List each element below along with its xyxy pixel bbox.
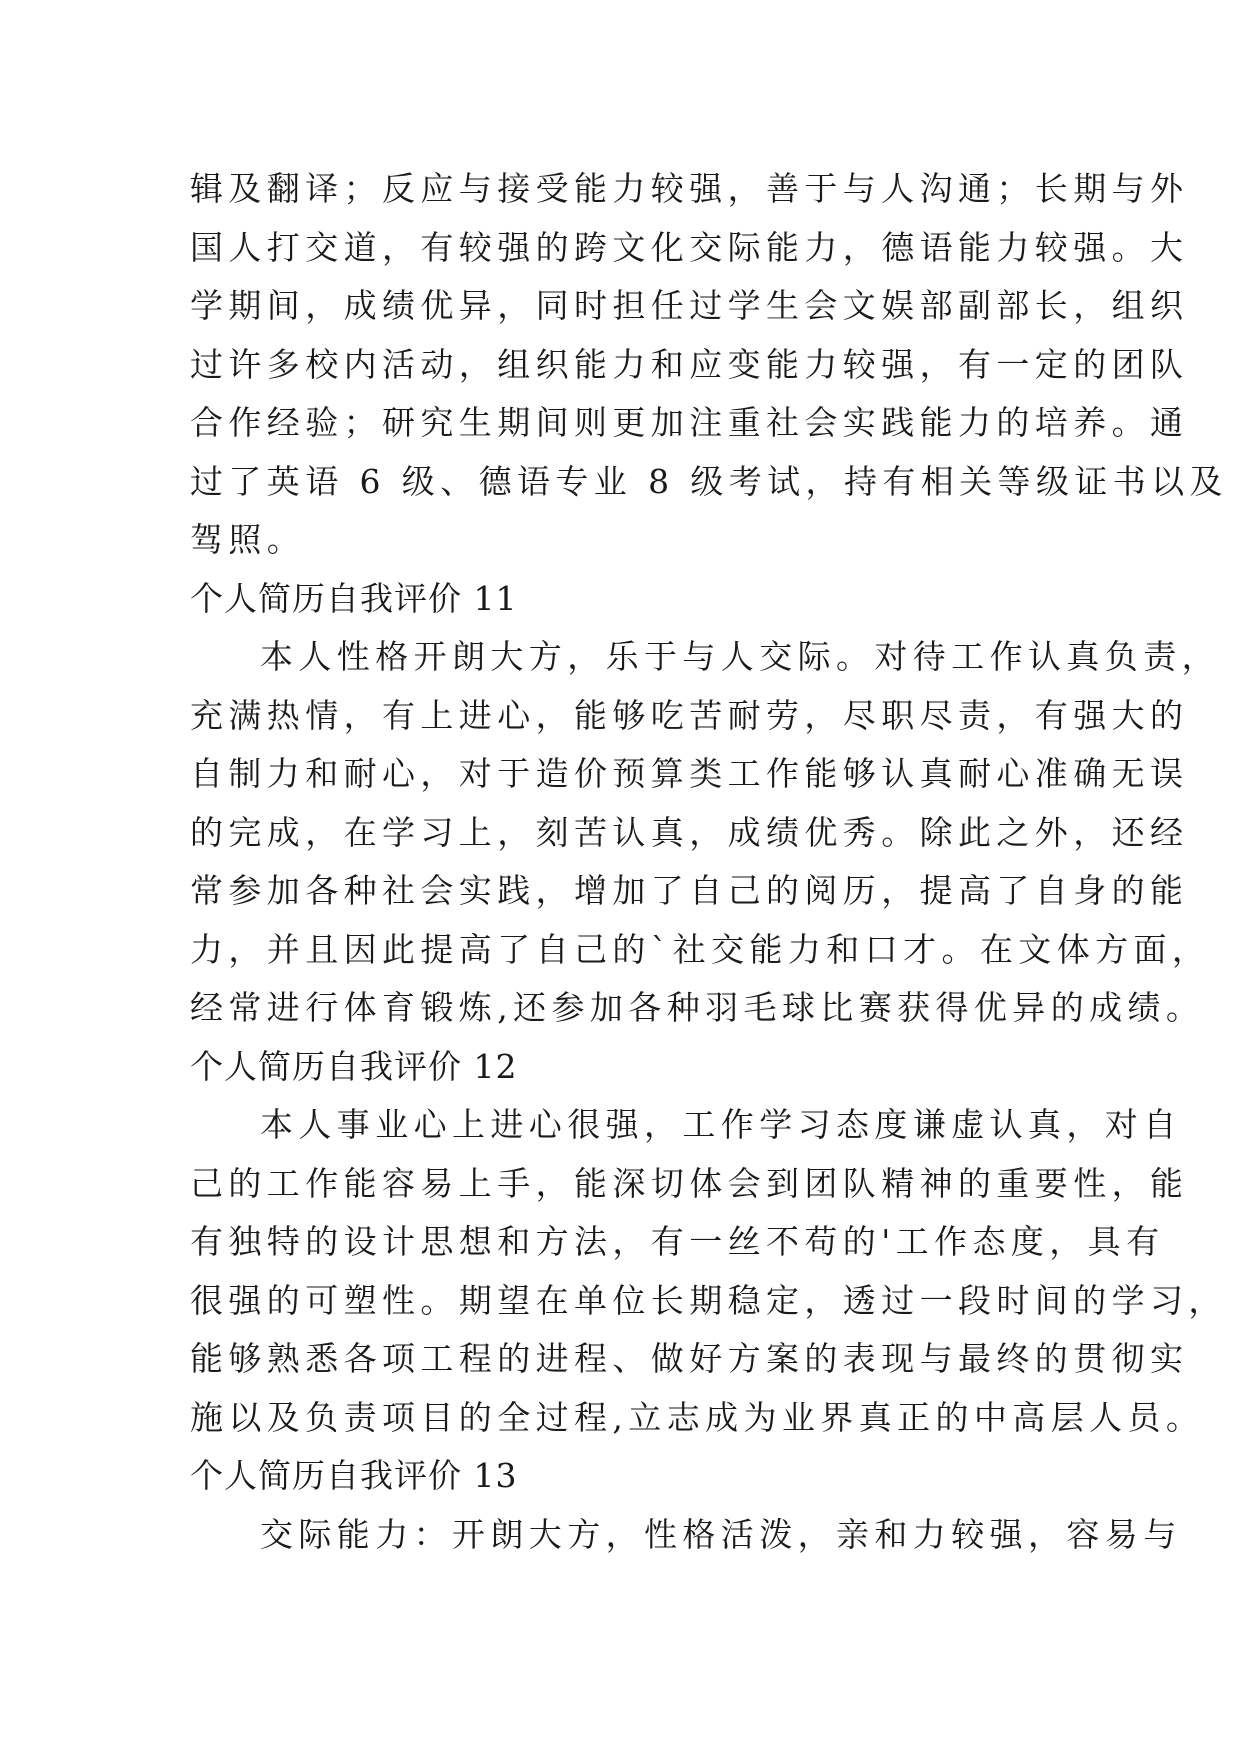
body-line: 施以及负责项目的全过程,立志成为业界真正的中高层人员。 bbox=[190, 1397, 1205, 1437]
body-line: 学期间，成绩优异，同时担任过学生会文娱部副部长，组织 bbox=[190, 286, 1189, 325]
document-page bbox=[190, 160, 1228, 1564]
body-line: 能够熟悉各项工程的进程、做好方案的表现与最终的贯彻实 bbox=[190, 1339, 1189, 1378]
section-heading-11: 个人简历自我评价 11 bbox=[190, 578, 518, 618]
body-line: 己的工作能容易上手，能深切体会到团队精神的重要性，能 bbox=[190, 1163, 1189, 1203]
body-line: 有独特的设计思想和方法，有一丝不苟的'工作态度，具有 bbox=[190, 1222, 1165, 1261]
section-heading-13: 个人简历自我评价 13 bbox=[190, 1456, 518, 1495]
body-line: 自制力和耐心，对于造价预算类工作能够认真耐心准确无误 bbox=[190, 754, 1189, 793]
paragraph-first-line: 本人事业心上进心很强，工作学习态度谦虚认真，对自 bbox=[260, 1105, 1182, 1144]
body-line: 辑及翻译；反应与接受能力较强，善于与人沟通；长期与外 bbox=[190, 169, 1189, 208]
body-line: 经常进行体育锻炼,还参加各种羽毛球比赛获得优异的成绩。 bbox=[190, 988, 1205, 1027]
body-line: 力，并且因此提高了自己的`社交能力和口才。在文体方面， bbox=[190, 929, 1211, 969]
body-line: 的完成，在学习上，刻苦认真，成绩优秀。除此之外，还经 bbox=[190, 812, 1189, 852]
body-line: 常参加各种社会实践，增加了自己的阅历，提高了自身的能 bbox=[190, 871, 1189, 910]
body-line: 充满热情，有上进心，能够吃苦耐劳，尽职尽责，有强大的 bbox=[190, 695, 1189, 735]
body-line: 国人打交道，有较强的跨文化交际能力，德语能力较强。大 bbox=[190, 227, 1189, 267]
body-line: 合作经验；研究生期间则更加注重社会实践能力的培养。通 bbox=[190, 403, 1189, 442]
section-heading-12: 个人简历自我评价 12 bbox=[190, 1046, 518, 1086]
body-line: 过许多校内活动，组织能力和应变能力较强，有一定的团队 bbox=[190, 344, 1189, 384]
body-line: 驾照。 bbox=[190, 520, 306, 559]
body-line: 过了英语 6 级、德语专业 8 级考试，持有相关等级证书以及 bbox=[190, 461, 1228, 501]
paragraph-first-line: 交际能力：开朗大方，性格活泼，亲和力较强，容易与 bbox=[260, 1514, 1182, 1554]
paragraph-first-line: 本人性格开朗大方，乐于与人交际。对待工作认真负责， bbox=[260, 637, 1220, 676]
body-line: 很强的可塑性。期望在单位长期稳定，透过一段时间的学习， bbox=[190, 1280, 1227, 1320]
